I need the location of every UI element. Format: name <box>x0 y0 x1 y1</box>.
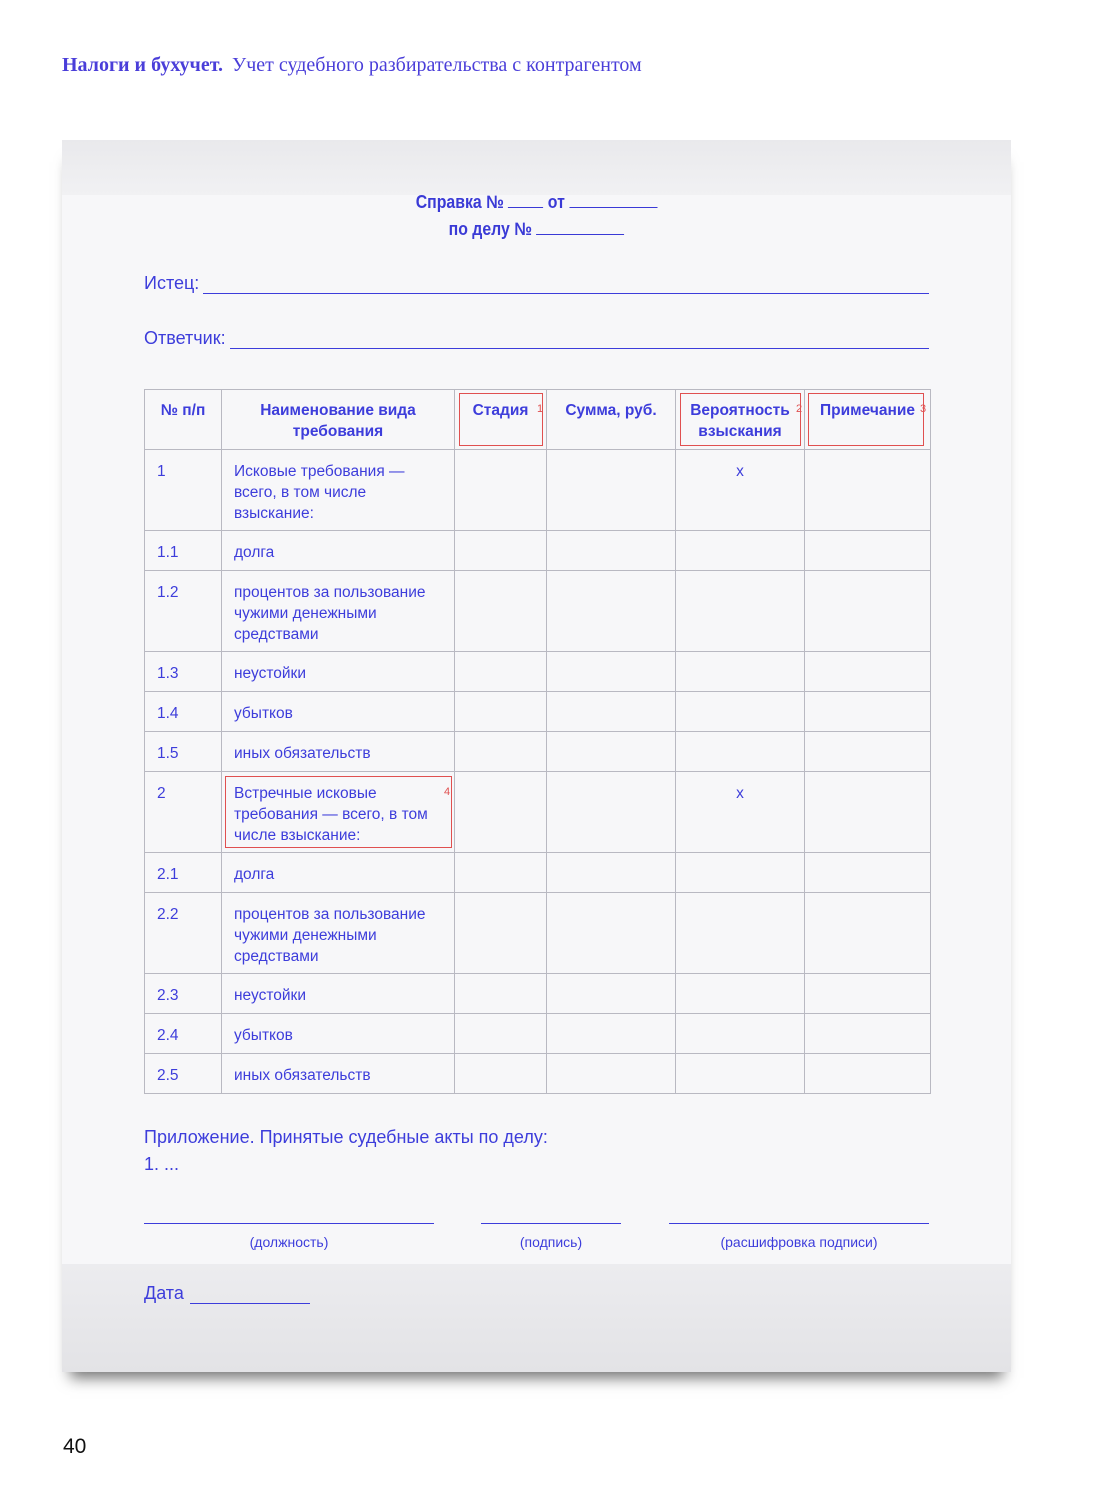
table-row <box>145 1014 931 1054</box>
row-sum <box>547 1054 676 1094</box>
appendix <box>144 1124 548 1178</box>
col-header-sum: Сумма, руб. <box>547 390 676 450</box>
row-note <box>805 974 931 1014</box>
row-stage <box>455 1014 547 1054</box>
defendant-blank <box>230 334 929 349</box>
row-probability <box>676 1014 805 1054</box>
defendant-label: Ответчик: <box>144 328 226 348</box>
page-number: 40 <box>63 1435 87 1458</box>
row-sum <box>547 1014 676 1054</box>
table-row <box>145 652 931 692</box>
table-row <box>145 893 931 974</box>
form-title-line2 <box>119 219 954 240</box>
row-num: 1.5 <box>145 732 222 772</box>
note-marker-3: 3 <box>920 403 927 415</box>
row-num: 1.2 <box>145 571 222 652</box>
row-name: неустойки <box>222 974 455 1014</box>
date-blank <box>190 1289 310 1304</box>
row-probability <box>676 974 805 1014</box>
row-stage <box>455 571 547 652</box>
sign-caption-signature: (подпись) <box>519 1234 583 1250</box>
row-stage <box>455 772 547 853</box>
title-number-blank <box>508 193 543 208</box>
row-sum <box>547 732 676 772</box>
appendix-item: 1. ... <box>144 1154 180 1174</box>
form-top-band <box>62 140 1011 195</box>
row-note <box>805 571 931 652</box>
row-note <box>805 652 931 692</box>
row-sum <box>547 853 676 893</box>
table-row <box>145 853 931 893</box>
row-sum <box>547 893 676 974</box>
row-num: 1.1 <box>145 531 222 571</box>
header-section: Налоги и бухучет. <box>62 54 224 76</box>
row-num: 1 <box>145 450 222 531</box>
note-marker-1: 1 <box>537 403 544 415</box>
row-sum <box>547 450 676 531</box>
note-marker-4: 4 <box>444 786 451 798</box>
row-sum <box>547 772 676 853</box>
row-name: процентов за пользование чужими денежными средствами <box>222 571 455 652</box>
row-probability <box>676 893 805 974</box>
row-name-counterclaim: Встречные исковые требования — всего, в том числе взыскание: 4 <box>222 772 455 853</box>
row-sum <box>547 974 676 1014</box>
row-note <box>805 1054 931 1094</box>
row-sum <box>547 531 676 571</box>
table-row <box>145 531 931 571</box>
form-bottom-band <box>62 1264 1011 1372</box>
row-probability: x <box>676 450 805 531</box>
table-row <box>145 450 931 531</box>
row-name: убытков <box>222 692 455 732</box>
claims-table <box>144 389 931 1094</box>
note-box-remark <box>808 393 927 446</box>
row-stage <box>455 974 547 1014</box>
date-label: Дата <box>144 1283 184 1303</box>
sign-caption-decoding: (расшифровка подписи) <box>720 1234 878 1250</box>
sign-caption-position: (должность) <box>249 1234 329 1250</box>
row-name: неустойки <box>222 652 455 692</box>
row-stage <box>455 692 547 732</box>
note-marker-2: 2 <box>796 403 803 415</box>
row-sum <box>547 692 676 732</box>
table-row <box>145 772 931 853</box>
row-probability <box>676 1054 805 1094</box>
row-stage <box>455 652 547 692</box>
title-number-label: Справка № <box>415 192 504 212</box>
table-row <box>145 1054 931 1094</box>
date-field <box>144 1283 310 1304</box>
row-num: 2.3 <box>145 974 222 1014</box>
row-name: иных обязательств <box>222 732 455 772</box>
row-probability <box>676 571 805 652</box>
row-name: убытков <box>222 1014 455 1054</box>
form-sample <box>62 140 1011 1372</box>
title-date-label: от <box>547 192 565 212</box>
row-sum <box>547 571 676 652</box>
row-stage <box>455 1054 547 1094</box>
row-num: 2.2 <box>145 893 222 974</box>
row-note <box>805 893 931 974</box>
row-stage <box>455 893 547 974</box>
row-num: 2.1 <box>145 853 222 893</box>
col-header-num: № п/п <box>145 390 222 450</box>
form-title-line1 <box>119 192 954 213</box>
col-header-stage: Стадия 1 <box>455 390 547 450</box>
row-probability <box>676 692 805 732</box>
row-stage <box>455 732 547 772</box>
row-stage <box>455 450 547 531</box>
row-note <box>805 772 931 853</box>
row-sum <box>547 652 676 692</box>
row-name: Исковые требования — всего, в том числе взыскание: <box>222 450 455 531</box>
page-header <box>62 54 642 77</box>
row-num: 2 <box>145 772 222 853</box>
row-probability <box>676 531 805 571</box>
col-header-probability: Вероятность взыскания 2 <box>676 390 805 450</box>
row-note <box>805 531 931 571</box>
table-row <box>145 974 931 1014</box>
row-name: процентов за пользование чужими денежными средствами <box>222 893 455 974</box>
row-name: долга <box>222 531 455 571</box>
appendix-title: Приложение. Принятые судебные акты по делу: <box>144 1127 548 1147</box>
table-row <box>145 692 931 732</box>
row-note <box>805 692 931 732</box>
row-num: 1.3 <box>145 652 222 692</box>
note-box-stage <box>459 393 543 446</box>
sign-line-position <box>144 1223 434 1224</box>
row-probability: x <box>676 772 805 853</box>
row-name: иных обязательств <box>222 1054 455 1094</box>
table-header-row <box>145 390 931 450</box>
row-note <box>805 450 931 531</box>
sign-line-decoding <box>669 1223 929 1224</box>
row-note <box>805 1014 931 1054</box>
row-num: 2.5 <box>145 1054 222 1094</box>
row-stage <box>455 853 547 893</box>
row-name: долга <box>222 853 455 893</box>
table-row <box>145 732 931 772</box>
row-probability <box>676 732 805 772</box>
row-stage <box>455 531 547 571</box>
table-row <box>145 571 931 652</box>
header-topic: Учет судебного разбирательства с контрагентом <box>232 54 642 76</box>
plaintiff-field <box>144 273 929 294</box>
title-case-blank <box>536 220 624 235</box>
plaintiff-label: Истец: <box>144 273 200 293</box>
title-date-blank <box>569 193 657 208</box>
row-probability <box>676 853 805 893</box>
row-note <box>805 732 931 772</box>
col-header-name: Наименование вида требования <box>222 390 455 450</box>
row-num: 1.4 <box>145 692 222 732</box>
title-case-label: по делу № <box>448 219 532 239</box>
plaintiff-blank <box>203 279 929 294</box>
row-num: 2.4 <box>145 1014 222 1054</box>
defendant-field <box>144 328 929 349</box>
sign-line-signature <box>481 1223 621 1224</box>
row-note <box>805 853 931 893</box>
col-header-note: Примечание 3 <box>805 390 931 450</box>
row-probability <box>676 652 805 692</box>
